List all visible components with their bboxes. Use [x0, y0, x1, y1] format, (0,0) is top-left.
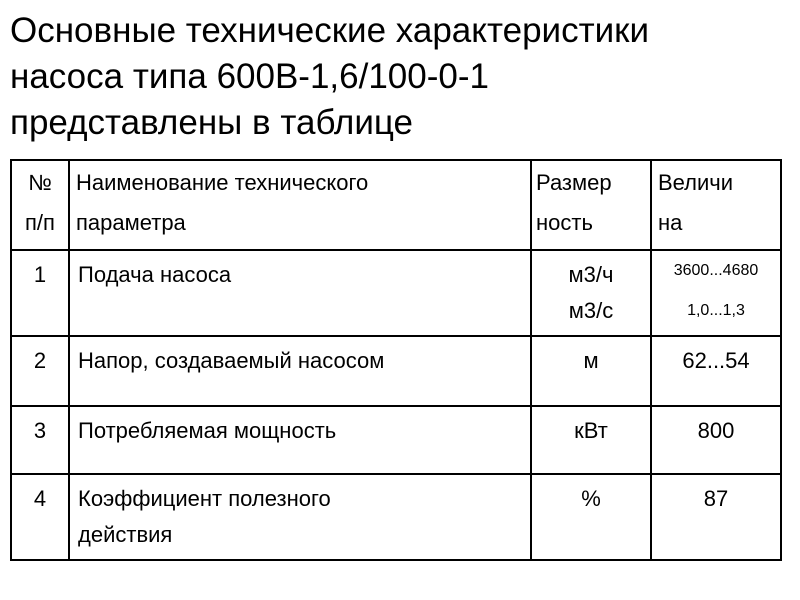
header-value: Величи на — [651, 160, 781, 250]
row-number-cell: 2 — [11, 336, 69, 406]
row-number-cell: 4 — [11, 474, 69, 560]
header-parameter-name: Наименование технического параметра — [69, 160, 531, 250]
title-line-3: представлены в таблице — [10, 103, 414, 142]
title-line-2: насоса типа 600В-1,6/100-0-1 — [10, 57, 489, 96]
row-value-cell: 3600...4680 1,0...1,3 — [651, 250, 781, 336]
header-number: № п/п — [11, 160, 69, 250]
row-name-cell: Коэффициент полезного действия — [69, 474, 531, 560]
table-row — [11, 474, 781, 560]
row-name-cell: Потребляемая мощность — [69, 406, 531, 474]
row-name-cell: Напор, создаваемый насосом — [69, 336, 531, 406]
title-line-1: Основные технические характеристики — [10, 11, 650, 50]
specifications-table — [10, 159, 782, 561]
table-header-row — [11, 160, 781, 250]
header-dimension: Размер ность — [531, 160, 651, 250]
table-row — [11, 250, 781, 336]
row-unit-cell: кВт — [531, 406, 651, 474]
row-value-cell: 87 — [651, 474, 781, 560]
row-unit-cell: % — [531, 474, 651, 560]
table-row — [11, 336, 781, 406]
row-unit-cell: м3/ч м3/с — [531, 250, 651, 336]
row-unit-cell: м — [531, 336, 651, 406]
page-title — [10, 8, 790, 146]
row-value-cell: 62...54 — [651, 336, 781, 406]
row-number-cell: 1 — [11, 250, 69, 336]
row-name-cell: Подача насоса — [69, 250, 531, 336]
table-row — [11, 406, 781, 474]
row-number-cell: 3 — [11, 406, 69, 474]
row-value-cell: 800 — [651, 406, 781, 474]
